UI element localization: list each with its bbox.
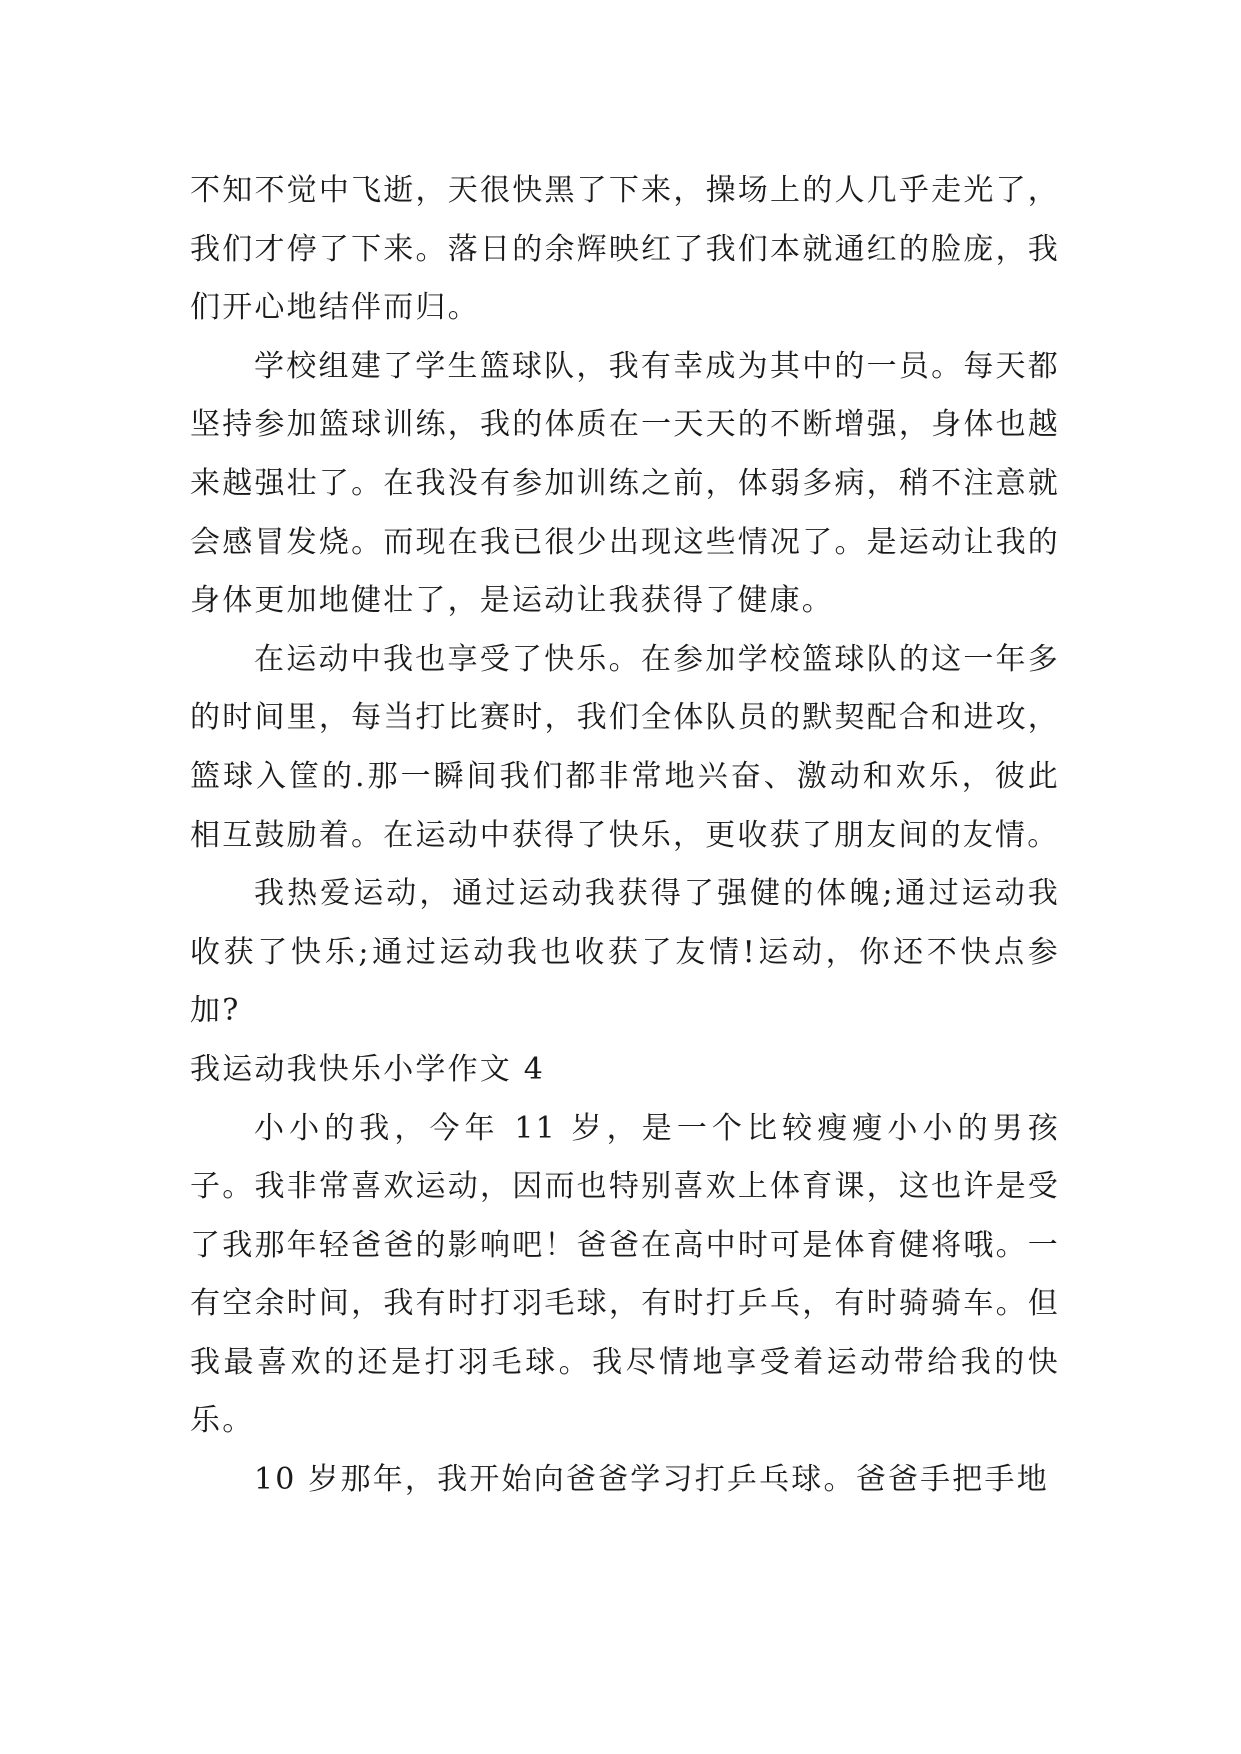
paragraph-2: 学校组建了学生篮球队，我有幸成为其中的一员。每天都坚持参加篮球训练，我的体质在一天天的不断增强，身体也越来越强壮了。在我没有参加训练之前，体弱多病，稍不注意就会感冒发烧。而现在我已很少出现这些情况了。是运动让我的身体更加地健壮了，是运动让我获得了健康。 [190,348,1060,619]
paragraph-4: 我热爱运动，通过运动我获得了强健的体魄;通过运动我收获了快乐;通过运动我也收获了友情!运动，你还不快点参加? [190,876,1060,1029]
paragraph-6: 10 岁那年，我开始向爸爸学习打乒乓球。爸爸手把手地 [254,1462,1049,1498]
paragraph-3: 在运动中我也享受了快乐。在参加学校篮球队的这一年多的时间里，每当打比赛时，我们全体队员的默契配合和进攻，篮球入筐的.那一瞬间我们都非常地兴奋、激动和欢乐，彼此相互鼓励着。在运动中获得了快乐，更收获了朋友间的友情。 [190,641,1060,853]
section-heading: 我运动我快乐小学作文 4 [190,1051,546,1087]
paragraph-5: 小小的我，今年 11 岁，是一个比较瘦瘦小小的男孩子。我非常喜欢运动，因而也特别喜欢上体育课，这也许是受了我那年轻爸爸的影响吧！爸爸在高中时可是体育健将哦。一有空余时间，我有时打羽毛球，有时打乒乓，有时骑骑车。但我最喜欢的还是打羽毛球。我尽情地享受着运动带给我的快乐。 [190,1110,1060,1439]
paragraph-1: 不知不觉中飞逝，天很快黑了下来，操场上的人几乎走光了，我们才停了下来。落日的余辉映红了我们本就通红的脸庞，我们开心地结伴而归。 [190,173,1060,326]
document-body [190,162,1060,1510]
